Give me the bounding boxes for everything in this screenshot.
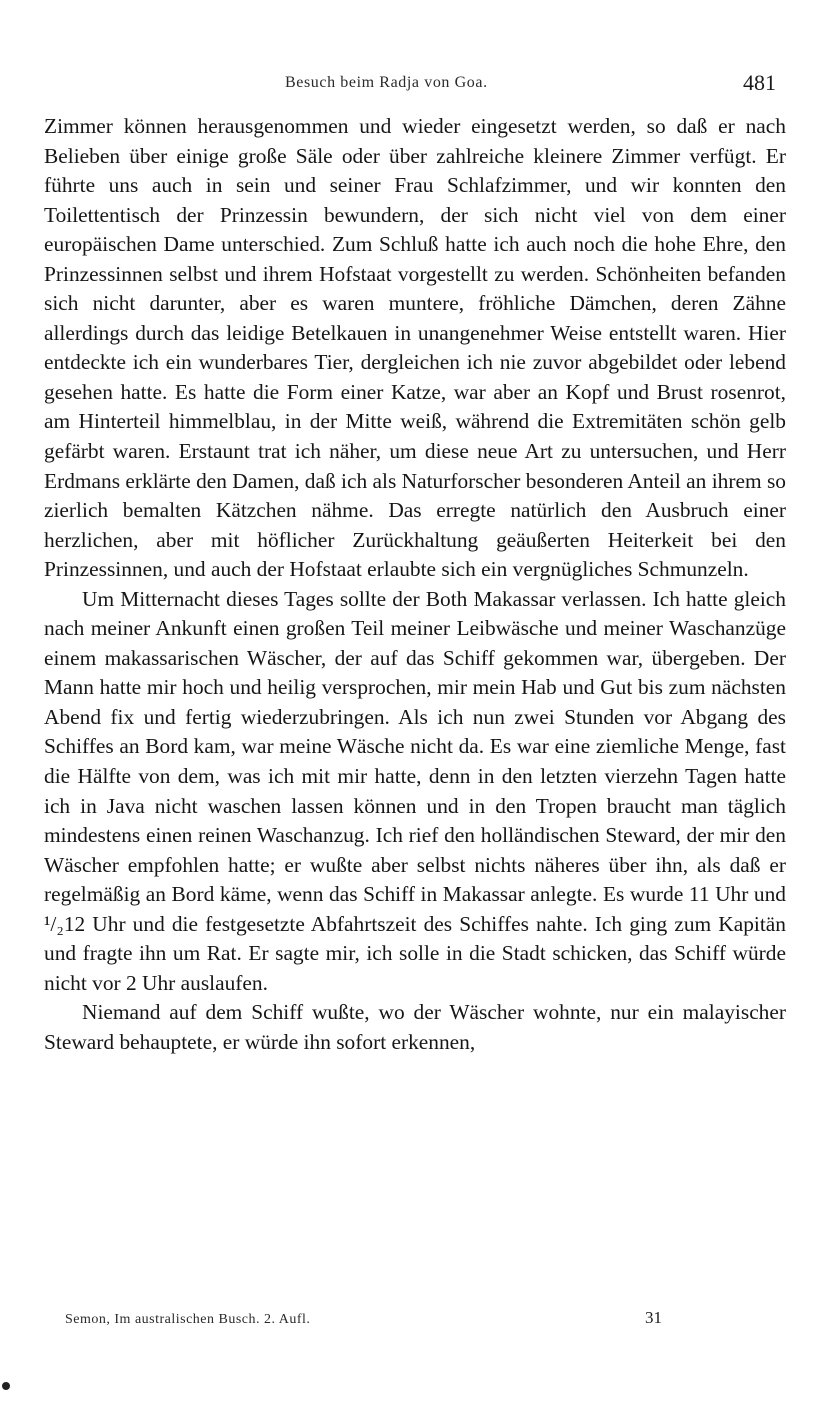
signature-mark: 31 (645, 1308, 662, 1327)
running-title: Besuch beim Radja von Goa. (285, 74, 488, 91)
ink-speck (2, 1382, 10, 1390)
running-head (0, 70, 825, 100)
body-text (44, 112, 786, 1058)
paragraph-midnight-departure: Um Mitternacht dieses Tages sollte der Both Makassar verlassen. Ich hatte gleich nach meiner Ankunft einen großen Teil meiner Leibwäsche und meiner Waschanzüge einem makassarischen Wäscher, der auf das Schiff gekommen war, übergeben. Der Mann hatte mir hoch und heilig versprochen, mir mein Hab und Gut bis zum nächsten Abend fix und fertig wiederzubringen. Als ich nun zwei Stunden vor Abgang des Schiffes an Bord kam, war meine Wäsche nicht da. Es war eine ziemliche Menge, fast die Hälfte von dem, was ich mit mir hatte, denn in den letzten vierzehn Tagen hatte ich in Java nicht waschen lassen können und in den Tropen braucht man täglich mindestens einen reinen Waschanzug. Ich rief den holländischen Steward, der mir den Wäscher empfohlen hatte; er wußte aber selbst nichts näheres über ihn, als daß er regelmäßig an Bord käme, wenn das Schiff in Makassar anlegte. Es wurde 11 Uhr und ¹/₂12 Uhr und die festgesetzte Abfahrtszeit des Schiffes nahte. Ich ging zum Kapitän und fragte ihn um Rat. Er sagte mir, ich solle in die Stadt schicken, das Schiff würde nicht vor 2 Uhr auslaufen. (44, 586, 786, 995)
paragraph-nobody-knew: Niemand auf dem Schiff wußte, wo der Wäscher wohnte, nur ein malayischer Steward behauptete, er würde ihn sofort erkennen, (44, 1000, 786, 1054)
footer-citation: Semon, Im australischen Busch. 2. Aufl. (65, 1312, 311, 1327)
page-number: 481 (743, 70, 776, 95)
paragraph-continued: Zimmer können herausgenommen und wieder eingesetzt werden, so daß er nach Belieben über einige große Säle oder über zahlreiche kleinere Zimmer verfügt. Er führte uns auch in sein und seiner Frau Schlafzimmer, und wir konnten den Toilettentisch der Prinzessin bewundern, der sich nicht viel von dem einer europäischen Dame unterschied. Zum Schluß hatte ich auch noch die hohe Ehre, den Prinzessinnen selbst und ihrem Hofstaat vorgestellt zu werden. Schönheiten befanden sich nicht darunter, aber es waren muntere, fröhliche Dämchen, deren Zähne allerdings durch das leidige Betelkauen in unangenehmer Weise entstellt waren. Hier entdeckte ich ein wunderbares Tier, dergleichen ich nie zuvor abgebildet oder lebend gesehen hatte. Es hatte die Form einer Katze, war aber an Kopf und Brust rosenrot, am Hinterteil himmelblau, in der Mitte weiß, während die Extremitäten schön gelb gefärbt waren. Erstaunt trat ich näher, um diese neue Art zu untersuchen, und Herr Erdmans erklärte den Damen, daß ich als Naturforscher besonderen Anteil an ihrem so zierlich bemalten Kätzchen nähme. Das erregte natürlich den Ausbruch einer herzlichen, aber mit höflicher Zurückhaltung geäußerten Heiterkeit bei den Prinzessinnen, und auch der Hofstaat erlaubte sich ein vergnügliches Schmunzeln. (44, 114, 786, 582)
page-footer (0, 1308, 825, 1338)
